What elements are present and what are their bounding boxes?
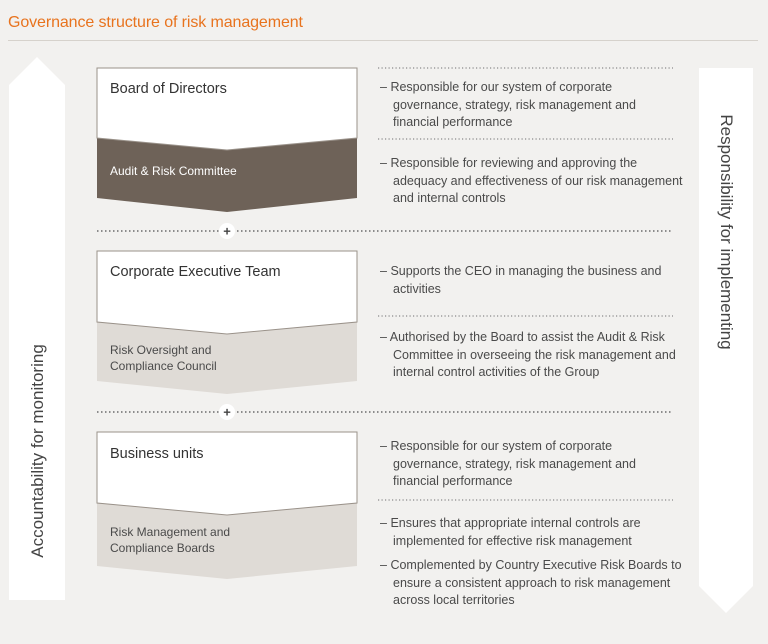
- box-title-business: Business units: [110, 446, 204, 462]
- box-title-board: Board of Directors: [110, 81, 227, 97]
- sub-label-risk-oversight: Risk Oversight and Compliance Council: [110, 343, 217, 373]
- plus-symbol-2: +: [223, 404, 231, 420]
- plus-icon: [219, 404, 235, 420]
- diagram-title: Governance structure of risk management: [8, 14, 303, 31]
- box-title-executive: Corporate Executive Team: [110, 264, 281, 280]
- bullet-text: – Ensures that appropriate internal controls are implemented for effective risk management: [380, 515, 683, 550]
- bullet-text: – Authorised by the Board to assist the Audit & Risk Committee in overseeing the risk management and internal control activities of the Group: [380, 329, 683, 382]
- sub-label-audit-risk: Audit & Risk Committee: [110, 164, 237, 178]
- bullet-text: – Supports the CEO in managing the business and activities: [380, 263, 683, 298]
- box-business: [97, 432, 357, 515]
- bullet-text: – Responsible for reviewing and approving the adequacy and effectiveness of our risk management and internal controls: [380, 155, 683, 208]
- bullet-text: – Responsible for our system of corporate governance, strategy, risk management and financial performance: [380, 438, 683, 491]
- responsibility-label: Responsibility for implementing: [717, 114, 736, 350]
- plus-symbol-1: +: [223, 223, 231, 239]
- sub-label-risk-management: Risk Management and Compliance Boards: [110, 525, 231, 555]
- bullet-text: – Complemented by Country Executive Risk Boards to ensure a consistent approach to risk management across local territories: [380, 557, 683, 610]
- accountability-label: Accountability for monitoring: [28, 344, 47, 558]
- bullet-text: – Responsible for our system of corporate governance, strategy, risk management and financial performance: [380, 79, 683, 132]
- plus-icon: [219, 223, 235, 239]
